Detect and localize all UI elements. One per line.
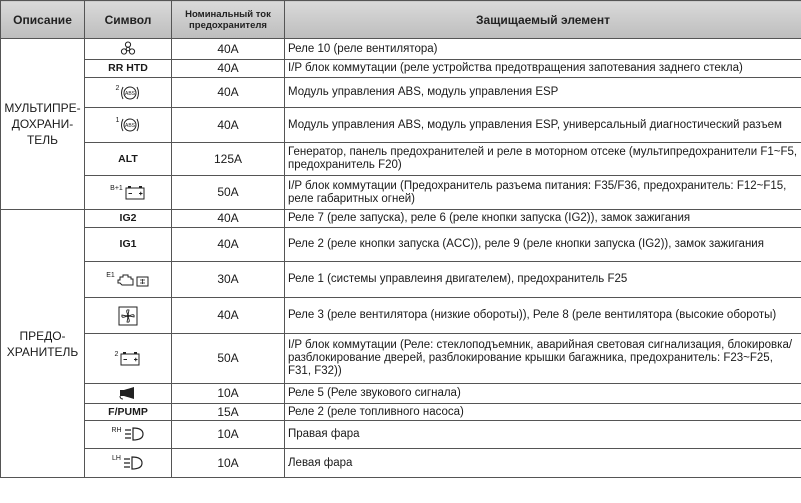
element-text: Реле 7 (реле запуска), реле 6 (реле кнопки запуска (IG2)), замок зажигания	[285, 210, 801, 228]
symbol-text: F/PUMP	[108, 405, 148, 418]
symbol-cell	[85, 228, 172, 262]
element-text: Реле 10 (реле вентилятора)	[285, 39, 801, 60]
element-text: Генератор, панель предохранителей и реле в моторном отсеке (мультипредохранители F1~F5, предохранитель F20)	[285, 143, 801, 176]
element-text: Реле 1 (системы управлеиня двигателем), предохранитель F25	[285, 262, 801, 298]
header-symbol: Символ	[85, 1, 172, 39]
table-row	[1, 334, 801, 384]
group-fuse: ПРЕДО-ХРАНИТЕЛЬ	[1, 210, 85, 478]
symbol-text: IG2	[119, 212, 137, 224]
element-text: Правая фара	[285, 421, 801, 449]
symbol-superscript: 2	[115, 84, 120, 92]
element-text: Модуль управления ABS, модуль управления ESP	[285, 78, 801, 108]
current-value: 30A	[172, 262, 285, 298]
current-value: 40A	[172, 78, 285, 108]
table-row	[1, 143, 801, 176]
symbol-cell	[85, 108, 172, 143]
element-text: I/P блок коммутации (Предохранитель разъема питания: F35/F36, предохранитель: F12~F15, реле габаритных огней)	[285, 176, 801, 210]
symbol-cell	[85, 449, 172, 478]
symbol-text: IG1	[119, 238, 137, 250]
symbol-superscript: B+1	[110, 184, 123, 192]
cooling-fan-icon	[117, 305, 139, 327]
current-value: 15A	[172, 404, 285, 421]
group-multi-fuse: МУЛЬТИПРЕ-ДОХРАНИ-ТЕЛЬ	[1, 39, 85, 210]
symbol-superscript: E1	[106, 271, 115, 279]
table-row	[1, 384, 801, 404]
symbol-cell	[85, 78, 172, 108]
symbol-cell	[85, 60, 172, 78]
table-header	[1, 1, 801, 39]
current-value: 50A	[172, 176, 285, 210]
current-value: 125A	[172, 143, 285, 176]
table-row	[1, 39, 801, 60]
element-text: Модуль управления ABS, модуль управления ESP, универсальный диагностический разъем	[285, 108, 801, 143]
table-row	[1, 210, 801, 228]
headlamp-icon	[122, 455, 144, 471]
symbol-cell	[85, 262, 172, 298]
symbol-superscript: RH	[111, 426, 122, 434]
symbol-cell	[85, 143, 172, 176]
horn-icon	[117, 386, 139, 400]
symbol-cell	[85, 210, 172, 228]
table-row	[1, 78, 801, 108]
current-value: 40A	[172, 228, 285, 262]
battery-icon	[124, 184, 146, 200]
table-row	[1, 60, 801, 78]
element-text: Реле 2 (реле кнопки запуска (ACC)), реле 9 (реле кнопки запуска (IG2)), замок зажигания	[285, 228, 801, 262]
table-row	[1, 228, 801, 262]
symbol-cell	[85, 176, 172, 210]
table-row	[1, 262, 801, 298]
symbol-cell	[85, 404, 172, 421]
element-text: Реле 2 (реле топливного насоса)	[285, 404, 801, 421]
abs-icon	[120, 116, 140, 134]
current-value: 50A	[172, 334, 285, 384]
current-value: 40A	[172, 39, 285, 60]
element-text: I/P блок коммутации (Реле: стеклоподъемник, аварийная световая сигнализация, блокировка/разблокирование дверей, разблокирование крышки багажника, предохранитель: F23~F25, F31, F32))	[285, 334, 801, 384]
headlamp-icon	[123, 426, 145, 442]
header-element: Защищаемый элемент	[285, 1, 801, 39]
element-text: Реле 3 (реле вентилятора (низкие обороты)), Реле 8 (реле вентилятора (высокие обороты)	[285, 298, 801, 334]
battery-icon	[119, 350, 141, 366]
table-row	[1, 449, 801, 478]
fan-icon	[119, 41, 137, 57]
header-description: Описание	[1, 1, 85, 39]
current-value: 40A	[172, 108, 285, 143]
symbol-superscript: 1	[115, 117, 120, 125]
symbol-cell	[85, 384, 172, 404]
current-value: 40A	[172, 60, 285, 78]
table-row	[1, 176, 801, 210]
current-value: 40A	[172, 298, 285, 334]
symbol-cell	[85, 421, 172, 449]
svg-text:ABS: ABS	[125, 123, 136, 129]
symbol-superscript: LH	[112, 455, 121, 463]
table-row	[1, 298, 801, 334]
element-text: I/P блок коммутации (реле устройства предотвращения запотевания заднего стекла)	[285, 60, 801, 78]
current-value: 40A	[172, 210, 285, 228]
symbol-text: ALT	[118, 152, 138, 165]
symbol-cell	[85, 39, 172, 60]
current-value: 10A	[172, 384, 285, 404]
symbol-cell	[85, 334, 172, 384]
element-text: Реле 5 (Реле звукового сигнала)	[285, 384, 801, 404]
table-row	[1, 421, 801, 449]
current-value: 10A	[172, 449, 285, 478]
abs-icon	[120, 84, 140, 102]
table-row	[1, 108, 801, 143]
element-text: Левая фара	[285, 449, 801, 478]
svg-text:ABS: ABS	[125, 90, 136, 97]
engine-icon	[116, 271, 150, 289]
header-current: Номинальный ток предохранителя	[172, 1, 285, 39]
symbol-text: RR HTD	[108, 62, 148, 74]
symbol-cell	[85, 298, 172, 334]
current-value: 10A	[172, 421, 285, 449]
symbol-superscript: 2	[114, 350, 119, 358]
table-row	[1, 404, 801, 421]
